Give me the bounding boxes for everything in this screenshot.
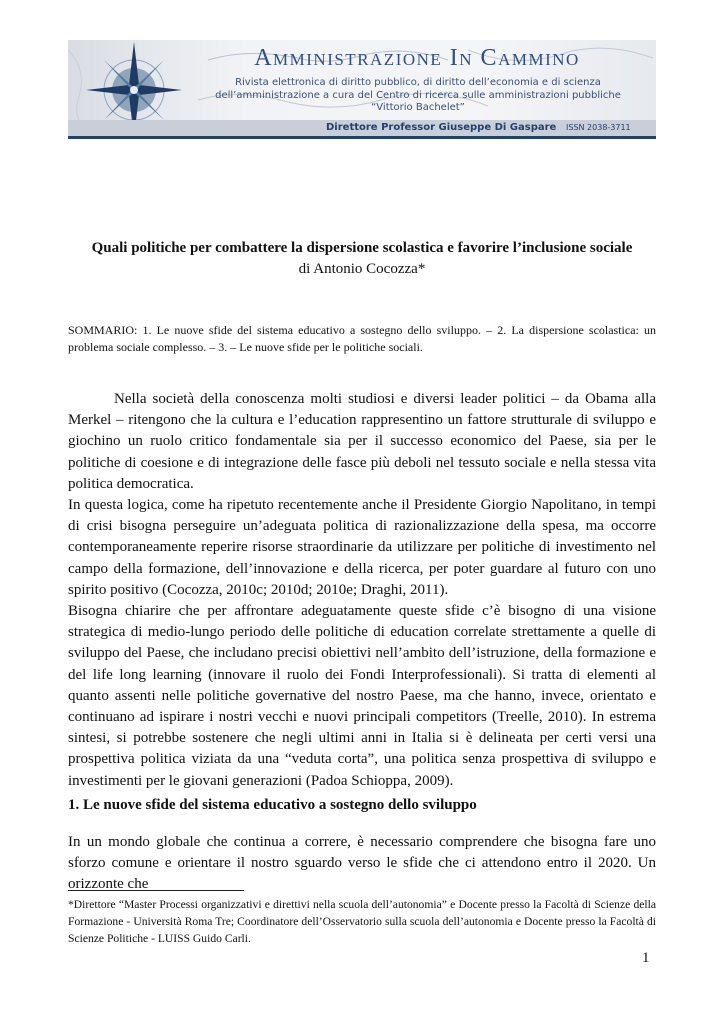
footnote: *Direttore “Master Processi organizzativi e direttivi nella scuola dell’autonomia” e Docente presso la Facoltà di Scienze della Formazione - Università Roma Tre; Coordinatore dell’Osservatorio sulla scuola dell’autonomia e Docente presso la Facoltà di Scienze Politiche - LUISS Guido Carli. [68,898,656,945]
body-paragraph: Bisogna chiarire che per affrontare adeguatamente queste sfide c’è bisogno di una visione strategica di medio-lungo periodo delle politiche di education correlate strettamente a quelle di sviluppo del Paese, che includano precisi obiettivi nell’ambito dell’istruzione, della formazione e del life long learning (innovare il ruolo dei Fondi Interprofessionali). Si tratta di elementi al quanto assenti nelle politiche governative del nostro Paese, ma che hanno, invece, orientato e continuano ad ispirare i nostri vecchi e nuovi principali competitors (Treelle, 2010). In estrema sintesi, si potrebbe sostenere che negli ultimi anni in Italia si è delineata per certi versi una prospettiva politica viziata da una “veduta corta”, una politica senza prospettiva di sviluppo e investimenti per le giovani generazioni (Padoa Schioppa, 2009). [68,603,656,789]
article-author: di Antonio Cocozza* [298,261,426,277]
page-number: 1 [642,950,650,966]
article-body [68,389,656,792]
article-summary: SOMMARIO: 1. Le nuove sfide del sistema educativo a sostegno dello sviluppo. – 2. La dispersione scolastica: un problema sociale complesso. – 3. – Le nuove sfide per le politiche sociali. [68,323,656,354]
body-paragraph: Nella società della conoscenza molti studiosi e diversi leader politici – da Obama alla Merkel – ritengono che la cultura e l’education rappresentino un fattore strutturale di sviluppo e giochino un ruolo critico fondamentale sia per il successo economico del Paese, sia per le politiche di coesione e di integrazione delle fasce più deboli nel tessuto sociale e nella stessa vita politica democratica. [68,391,656,492]
section-heading: 1. Le nuove sfide del sistema educativo a sostegno dello sviluppo [68,797,477,813]
journal-title: Amministrazione In Cammino [254,45,580,71]
section-paragraph: In un mondo globale che continua a correre, è necessario comprendere che bisogna fare uno sforzo comune e orientare il nostro sguardo verso le sfide che ci attendono entro il 2020. Un orizzonte che [68,834,656,893]
footnote-divider [68,890,244,891]
banner-footer-bar [68,120,656,139]
subtitle-line: Rivista elettronica di diritto pubblico, di diritto dell’economia e di scienza [235,77,601,88]
journal-banner [68,40,656,139]
body-paragraph: In questa logica, come ha ripetuto recentemente anche il Presidente Giorgio Napolitano, in tempi di crisi bisogna perseguire un’adeguata politica di razionalizzazione della spesa, ma occorre contemporaneamente reperire risorse straordinarie da utilizzare per politiche di investimento nel campo della formazione, dell’innovazione e della ricerca, per poter guardare al futuro con uno spirito positivo (Cocozza, 2010c; 2010d; 2010e; Draghi, 2011). [68,497,656,598]
journal-subtitle [188,77,648,115]
director-line: Direttore Professor Giuseppe Di Gaspare [326,122,557,133]
article-title: Quali politiche per combattere la dispersione scolastica e favorire l’inclusione sociale [91,240,633,256]
issn: ISSN 2038-3711 [566,123,631,132]
subtitle-line: dell’amministrazione a cura del Centro di ricerca sulle amministrazioni pubbliche [215,89,621,101]
subtitle-line: “Vittorio Bachelet” [371,102,465,113]
